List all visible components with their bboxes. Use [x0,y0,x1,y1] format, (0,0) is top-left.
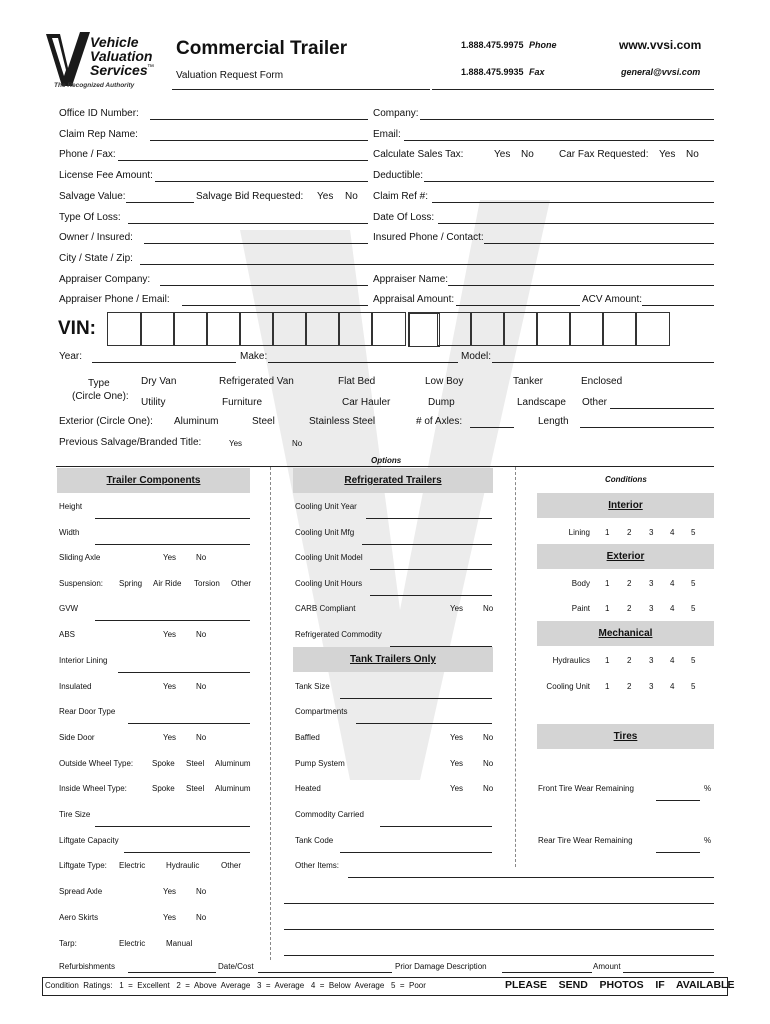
inside-wheel-aluminum[interactable]: Aluminum [215,784,251,793]
phone-number: 1.888.475.9975 [461,40,524,50]
suspension-torsion[interactable]: Torsion [194,579,220,588]
spread-axle-yes[interactable]: Yes [163,887,177,896]
body-rating-1[interactable]: 1 [605,579,610,588]
tarp-electric[interactable]: Electric [119,939,146,948]
gvw-input[interactable] [95,620,250,621]
refrigerated-trailers-header: Refrigerated Trailers [293,468,493,493]
model-label: Model: [461,351,492,362]
vin-char-box[interactable] [437,312,472,346]
rear-tire-label: Rear Tire Wear Remaining [538,836,633,845]
year-label: Year: [59,351,82,362]
salvage-bid-yes[interactable]: Yes [317,191,334,202]
exterior-header: Exterior [537,544,714,569]
exterior-steel[interactable]: Steel [252,416,275,427]
lining-rating-3[interactable]: 3 [649,528,654,537]
body-rating-3[interactable]: 3 [649,579,654,588]
salvage-bid-no[interactable]: No [345,191,358,202]
appraiser-name-label: Appraiser Name: [373,274,449,285]
baffled-no[interactable]: No [483,733,494,742]
commodity-carried-input[interactable] [380,826,492,827]
pump-label: Pump System [295,759,345,768]
vin-char-box[interactable] [206,312,241,346]
vin-char-box[interactable] [239,312,274,346]
date-cost-label: Date/Cost [218,962,254,971]
refurbishments-label: Refurbishments [59,962,116,971]
spread-axle-label: Spread Axle [59,887,103,896]
carb-no[interactable]: No [483,604,494,613]
hydraulics-rating-3[interactable]: 3 [649,656,654,665]
make-input[interactable] [268,362,458,363]
header-line-right [432,89,714,90]
carfax-yes[interactable]: Yes [659,149,676,160]
aero-skirts-label: Aero Skirts [59,913,99,922]
front-tire-input[interactable] [656,800,700,801]
vin-char-box[interactable] [173,312,208,346]
type-other-input[interactable] [610,408,714,409]
company-logo [44,30,156,94]
compartments-label: Compartments [295,707,348,716]
calc-tax-yes[interactable]: Yes [494,149,511,160]
type-low-boy[interactable]: Low Boy [425,376,464,387]
other-items-input-2[interactable] [284,903,714,904]
paint-rating-4[interactable]: 4 [670,604,675,613]
paint-condition-label: Paint [571,604,590,613]
type-tanker[interactable]: Tanker [513,376,544,387]
pump-yes[interactable]: Yes [450,759,464,768]
license-fee-label: License Fee Amount: [59,170,153,181]
other-items-input-3[interactable] [284,929,714,930]
refurbishments-input[interactable] [128,972,216,973]
make-label: Make: [240,351,268,362]
paint-rating-3[interactable]: 3 [649,604,654,613]
company-input[interactable] [420,119,714,120]
tire-size-label: Tire Size [59,810,91,819]
year-input[interactable] [92,362,236,363]
other-items-label: Other Items: [295,861,340,870]
cooling-unit-rating-4[interactable]: 4 [670,682,675,691]
outside-wheel-spoke[interactable]: Spoke [152,759,175,768]
hydraulics-rating-4[interactable]: 4 [670,656,675,665]
width-input[interactable] [95,544,250,545]
phone-label: Phone [529,40,557,50]
baffled-yes[interactable]: Yes [450,733,464,742]
form-subtitle: Valuation Request Form [176,70,284,81]
lining-rating-1[interactable]: 1 [605,528,610,537]
logo-line-2: Valuation [90,48,153,64]
fax-label: Fax [529,67,545,77]
inside-wheel-steel[interactable]: Steel [186,784,205,793]
vin-char-box[interactable] [536,312,571,346]
email-label: Email: [373,129,401,140]
vin-char-box[interactable] [602,312,637,346]
pump-no[interactable]: No [483,759,494,768]
insulated-yes[interactable]: Yes [163,682,177,691]
lining-rating-2[interactable]: 2 [627,528,632,537]
logo-tagline: The Recognized Authority [54,82,135,89]
axles-input[interactable] [470,427,514,428]
rear-tire-percent: % [704,836,712,845]
please-send-photos: PLEASE SEND PHOTOS IF AVAILABLE [505,979,735,991]
sliding-axle-yes[interactable]: Yes [163,553,177,562]
vin-char-box[interactable] [635,312,670,346]
body-rating-5[interactable]: 5 [691,579,696,588]
outside-wheel-label: Outside Wheel Type: [59,759,134,768]
vin-char-box[interactable] [503,312,538,346]
deductible-label: Deductible: [373,170,424,181]
options-divider [56,466,714,467]
exterior-stainless[interactable]: Stainless Steel [309,416,376,427]
email-link[interactable]: general@vvsi.com [621,67,701,77]
appraiser-company-label: Appraiser Company: [59,274,151,285]
heated-no[interactable]: No [483,784,494,793]
exterior-aluminum[interactable]: Aluminum [174,416,219,427]
carb-yes[interactable]: Yes [450,604,464,613]
vin-char-box[interactable] [470,312,505,346]
cooling-year-input[interactable] [366,518,492,519]
appraiser-company-input[interactable] [160,285,368,286]
liftgate-other[interactable]: Other [221,861,242,870]
paint-rating-5[interactable]: 5 [691,604,696,613]
amount-label: Amount [593,962,621,971]
aero-skirts-no[interactable]: No [196,913,207,922]
commodity-carried-label: Commodity Carried [295,810,364,819]
sliding-axle-no[interactable]: No [196,553,207,562]
date-loss-input[interactable] [438,223,714,224]
heated-yes[interactable]: Yes [450,784,464,793]
appraiser-phone-label: Appraiser Phone / Email: [59,294,170,305]
cooling-hours-input[interactable] [370,595,492,596]
prev-salvage-no[interactable]: No [292,439,303,448]
date-loss-label: Date Of Loss: [373,212,435,223]
vin-char-box[interactable] [272,312,307,346]
calc-tax-label: Calculate Sales Tax: [373,149,464,160]
owner-input[interactable] [144,243,368,244]
vin-char-box[interactable] [338,312,373,346]
company-label: Company: [373,108,419,119]
side-door-yes[interactable]: Yes [163,733,177,742]
cooling-unit-rating-2[interactable]: 2 [627,682,632,691]
logo-tm: ™ [147,64,154,71]
date-cost-input[interactable] [258,972,392,973]
interior-lining-input[interactable] [118,672,250,673]
type-circle-label: (Circle One): [72,391,129,402]
hydraulics-rating-5[interactable]: 5 [691,656,696,665]
options-heading: Options [371,456,402,465]
type-enclosed[interactable]: Enclosed [581,376,623,387]
body-condition-label: Body [571,579,590,588]
logo-line-3: Services [90,62,148,78]
cooling-mfg-label: Cooling Unit Mfg [295,528,355,537]
paint-rating-1[interactable]: 1 [605,604,610,613]
cooling-hours-label: Cooling Unit Hours [295,579,363,588]
cooling-unit-rating-3[interactable]: 3 [649,682,654,691]
suspension-other[interactable]: Other [231,579,252,588]
length-input[interactable] [580,427,714,428]
appraiser-phone-input[interactable] [182,305,368,306]
type-loss-input[interactable] [128,223,368,224]
cooling-unit-rating-1[interactable]: 1 [605,682,610,691]
body-rating-4[interactable]: 4 [670,579,675,588]
calc-tax-no[interactable]: No [521,149,534,160]
outside-wheel-steel[interactable]: Steel [186,759,205,768]
appraisal-amount-input[interactable] [456,305,580,306]
mechanical-header: Mechanical [537,621,714,646]
column-divider-1 [270,467,271,960]
license-fee-input[interactable] [155,181,368,182]
owner-label: Owner / Insured: [59,232,133,243]
type-landscape[interactable]: Landscape [517,397,566,408]
appraiser-name-input[interactable] [448,285,714,286]
tarp-label: Tarp: [59,939,77,948]
body-rating-2[interactable]: 2 [627,579,632,588]
interior-lining-label: Interior Lining [59,656,108,665]
axles-label: # of Axles: [416,416,463,427]
tank-size-input[interactable] [340,698,492,699]
baffled-label: Baffled [295,733,320,742]
lining-condition-label: Lining [568,528,590,537]
logo-v-icon [44,30,92,88]
cooling-unit-rating-5[interactable]: 5 [691,682,696,691]
appraisal-amount-label: Appraisal Amount: [373,294,455,305]
deductible-input[interactable] [424,181,714,182]
inside-wheel-label: Inside Wheel Type: [59,784,127,793]
inside-wheel-spoke[interactable]: Spoke [152,784,175,793]
type-refrigerated-van[interactable]: Refrigerated Van [219,376,294,387]
condition-ratings-legend: Condition Ratings: 1 = Excellent 2 = Above Average 3 = Average 4 = Below Average 5 = Poor [45,981,426,990]
liftgate-type-label: Liftgate Type: [59,861,107,870]
acv-amount-input[interactable] [642,305,714,306]
refrig-commodity-input[interactable] [390,646,492,647]
tire-size-input[interactable] [95,826,250,827]
abs-yes[interactable]: Yes [163,630,177,639]
fax-number: 1.888.475.9935 [461,67,524,77]
website-link[interactable]: www.vvsi.com [619,38,702,52]
aero-skirts-yes[interactable]: Yes [163,913,177,922]
type-utility[interactable]: Utility [141,397,166,408]
prev-salvage-yes[interactable]: Yes [229,439,243,448]
cooling-year-label: Cooling Unit Year [295,502,357,511]
suspension-air-ride[interactable]: Air Ride [153,579,182,588]
salvage-value-input[interactable] [126,202,194,203]
prev-salvage-label: Previous Salvage/Branded Title: [59,437,202,448]
phone-fax-input[interactable] [118,160,368,161]
prior-damage-input[interactable] [502,972,592,973]
hydraulics-rating-2[interactable]: 2 [627,656,632,665]
front-tire-percent: % [704,784,712,793]
refrig-commodity-label: Refrigerated Commodity [295,630,382,639]
claim-ref-label: Claim Ref #: [373,191,429,202]
type-flat-bed[interactable]: Flat Bed [338,376,376,387]
suspension-spring[interactable]: Spring [119,579,143,588]
prior-damage-label: Prior Damage Description [395,962,487,971]
vin-char-box[interactable] [140,312,175,346]
hydraulics-condition-label: Hydraulics [552,656,590,665]
gvw-label: GVW [59,604,79,613]
logo-line-1: Vehicle [90,34,139,50]
city-input[interactable] [140,264,714,265]
cooling-model-input[interactable] [370,569,492,570]
length-label: Length [538,416,569,427]
carb-label: CARB Compliant [295,604,356,613]
abs-label: ABS [59,630,76,639]
type-label: Type [88,378,110,389]
cooling-unit-condition-label: Cooling Unit [546,682,590,691]
tarp-manual[interactable]: Manual [166,939,193,948]
claim-rep-input[interactable] [150,140,368,141]
cooling-model-label: Cooling Unit Model [295,553,363,562]
lining-rating-4[interactable]: 4 [670,528,675,537]
city-label: City / State / Zip: [59,253,133,264]
compartments-input[interactable] [356,723,492,724]
type-dry-van[interactable]: Dry Van [141,376,177,387]
rear-tire-input[interactable] [656,852,700,853]
type-car-hauler[interactable]: Car Hauler [342,397,391,408]
interior-header: Interior [537,493,714,518]
form-title: Commercial Trailer [176,38,348,59]
side-door-no[interactable]: No [196,733,207,742]
liftgate-capacity-label: Liftgate Capacity [59,836,119,845]
carfax-label: Car Fax Requested: [559,149,649,160]
vin-char-box[interactable] [569,312,604,346]
tires-header: Tires [537,724,714,749]
salvage-bid-label: Salvage Bid Requested: [196,191,304,202]
tank-trailers-header: Tank Trailers Only [293,647,493,672]
carfax-no[interactable]: No [686,149,699,160]
type-other[interactable]: Other [582,397,608,408]
liftgate-electric[interactable]: Electric [119,861,146,870]
column-divider-2 [515,467,516,867]
liftgate-hydraulic[interactable]: Hydraulic [166,861,200,870]
vin-label: VIN: [58,318,96,339]
claim-ref-input[interactable] [432,202,714,203]
phone-fax-label: Phone / Fax: [59,149,116,160]
vin-char-box[interactable] [408,312,440,347]
liftgate-capacity-input[interactable] [124,852,250,853]
suspension-label: Suspension: [59,579,104,588]
spread-axle-no[interactable]: No [196,887,207,896]
type-loss-label: Type Of Loss: [59,212,121,223]
abs-no[interactable]: No [196,630,207,639]
paint-rating-2[interactable]: 2 [627,604,632,613]
tank-code-input[interactable] [340,852,492,853]
office-id-label: Office ID Number: [59,108,139,119]
office-id-input[interactable] [150,119,368,120]
conditions-heading: Conditions [605,475,647,484]
side-door-label: Side Door [59,733,95,742]
vin-char-box[interactable] [371,312,406,346]
insured-phone-input[interactable] [484,243,714,244]
vin-char-box[interactable] [305,312,340,346]
hydraulics-rating-1[interactable]: 1 [605,656,610,665]
insulated-no[interactable]: No [196,682,207,691]
cooling-mfg-input[interactable] [362,544,492,545]
tank-code-label: Tank Code [295,836,334,845]
lining-rating-5[interactable]: 5 [691,528,696,537]
rear-door-input[interactable] [128,723,250,724]
model-input[interactable] [492,362,714,363]
exterior-label: Exterior (Circle One): [59,416,153,427]
other-items-input-4[interactable] [284,955,714,956]
email-input[interactable] [404,140,714,141]
acv-amount-label: ACV Amount: [582,294,643,305]
other-items-input-1[interactable] [348,877,714,878]
type-furniture[interactable]: Furniture [222,397,263,408]
height-label: Height [59,502,83,511]
type-dump[interactable]: Dump [428,397,455,408]
amount-input[interactable] [623,972,714,973]
heated-label: Heated [295,784,321,793]
header-line-left [172,89,430,90]
claim-rep-label: Claim Rep Name: [59,129,138,140]
outside-wheel-aluminum[interactable]: Aluminum [215,759,251,768]
insured-phone-label: Insured Phone / Contact: [373,232,484,243]
vin-char-box[interactable] [107,312,142,346]
height-input[interactable] [95,518,250,519]
insulated-label: Insulated [59,682,92,691]
salvage-value-label: Salvage Value: [59,191,126,202]
front-tire-label: Front Tire Wear Remaining [538,784,634,793]
rear-door-label: Rear Door Type [59,707,116,716]
width-label: Width [59,528,80,537]
trailer-components-header: Trailer Components [57,468,250,493]
tank-size-label: Tank Size [295,682,330,691]
sliding-axle-label: Sliding Axle [59,553,101,562]
